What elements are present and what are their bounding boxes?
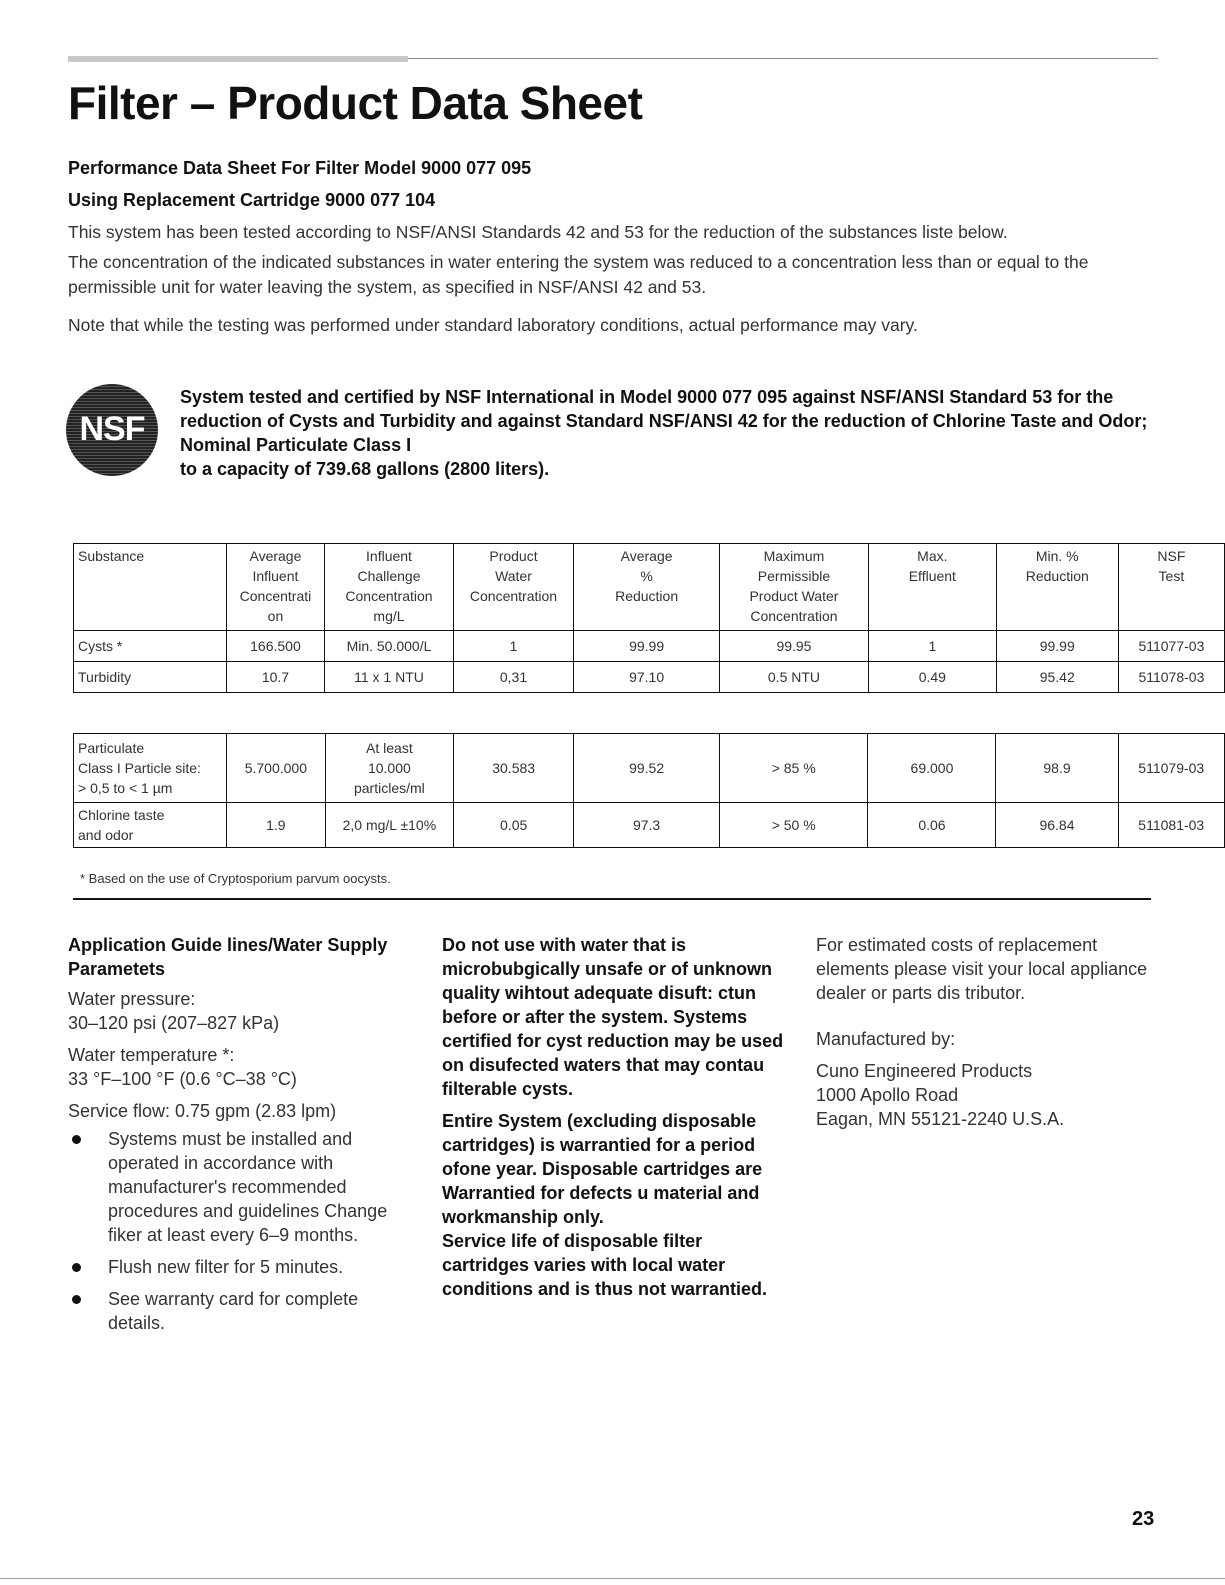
- manufacturer-column: [816, 933, 1161, 1131]
- column-header: Product Water Concentration: [453, 544, 574, 631]
- table-cell: 0.5 NTU: [719, 662, 868, 693]
- table-cell: 0.05: [454, 803, 574, 848]
- column-header: Average % Reduction: [574, 544, 720, 631]
- cartridge-subtitle: Using Replacement Cartridge 9000 077 104: [68, 190, 436, 210]
- certification-statement: [180, 385, 1170, 481]
- table-cell: 97.3: [574, 803, 720, 848]
- certification-line-3: to a capacity of 739.68 gallons (2800 liters).: [180, 459, 550, 479]
- table-row: [74, 662, 1225, 693]
- table-cell: 511081-03: [1118, 803, 1224, 848]
- performance-table-2: [73, 733, 1225, 848]
- table-cell: 0.49: [868, 662, 996, 693]
- certification-line-2: Nominal Particulate Class I: [180, 435, 412, 455]
- table-cell: 11 x 1 NTU: [325, 662, 453, 693]
- manufacturer-street: 1000 Apollo Road: [816, 1085, 959, 1105]
- table-cell: 99.95: [719, 631, 868, 662]
- column-header: Substance: [74, 544, 227, 631]
- table-row: [74, 631, 1225, 662]
- table-cell: 1.9: [227, 803, 326, 848]
- table-cell: At least 10.000 particles/ml: [325, 734, 453, 803]
- table-cell: 99.99: [996, 631, 1118, 662]
- intro-paragraph-1: This system has been tested according to NSF/ANSI Standards 42 and 53 for the reduction of the substances liste below.: [68, 222, 1008, 242]
- column-header: Min. % Reduction: [996, 544, 1118, 631]
- temperature-value: 33 °F–100 °F (0.6 °C–38 °C): [68, 1069, 297, 1089]
- service-life-statement: Service life of disposable filter cartridges varies with local water conditions and is thus not warrantied.: [442, 1231, 768, 1299]
- table-cell: 1: [868, 631, 996, 662]
- warning-warranty-column: [442, 933, 792, 1301]
- table-cell: 69.000: [868, 734, 996, 803]
- warranty-statement: Entire System (excluding disposable cartridges) is warrantied for a period ofone year. Disposable cartridges are Warrantied for defects u material and workmanship only.: [442, 1111, 763, 1227]
- list-item: See warranty card for complete details.: [68, 1287, 418, 1335]
- service-flow: Service flow: 0.75 gpm (2.83 lpm): [68, 1101, 337, 1121]
- performance-table-1: [73, 543, 1225, 693]
- table-cell: > 50 %: [719, 803, 867, 848]
- table-cell: 511079-03: [1118, 734, 1224, 803]
- table-cell: 97.10: [574, 662, 720, 693]
- column-header: NSF Test: [1118, 544, 1224, 631]
- page-number: 23: [1132, 1508, 1155, 1530]
- section-divider: [73, 898, 1151, 900]
- certification-line-1: System tested and certified by NSF International in Model 9000 077 095 against NSF/ANSI Standard 53 for the reduction of Cysts and Turbidity and against Standard NSF/ANSI 42 for the reduction of Chlorine Taste and Odor;: [180, 387, 1148, 431]
- bullet-icon: [72, 1263, 81, 1272]
- table-cell: 95.42: [996, 662, 1118, 693]
- table-cell: 10.7: [226, 662, 325, 693]
- table-cell: 98.9: [996, 734, 1118, 803]
- table-cell: 0,31: [453, 662, 574, 693]
- guidelines-list: [68, 1127, 418, 1335]
- pressure-value: 30–120 psi (207–827 kPa): [68, 1013, 280, 1033]
- safety-warning: Do not use with water that is microbubgically unsafe or of unknown quality wihtout adequate disuft: ctun before or after the system. Systems certified for cyst reduction may be used on disufected waters that may contau filterable cysts.: [442, 935, 784, 1099]
- table-cell: Turbidity: [74, 662, 227, 693]
- table-cell: 99.52: [574, 734, 720, 803]
- bottom-rule: [0, 1578, 1225, 1579]
- replacement-cost-note: For estimated costs of replacement elements please visit your local appliance dealer or parts dis tributor.: [816, 935, 1148, 1003]
- manufactured-by-label: Manufactured by:: [816, 1029, 956, 1049]
- column-header: Max. Effluent: [868, 544, 996, 631]
- pressure-label: Water pressure:: [68, 989, 196, 1009]
- bullet-icon: [72, 1135, 81, 1144]
- list-item: Flush new filter for 5 minutes.: [68, 1255, 418, 1279]
- table-footnote: * Based on the use of Cryptosporium parvum oocysts.: [80, 871, 391, 886]
- header-rule: [68, 56, 1158, 62]
- table-cell: > 85 %: [719, 734, 867, 803]
- list-item: Systems must be installed and operated in accordance with manufacturer's recommended procedures and guidelines Change fiker at least every 6–9 months.: [68, 1127, 418, 1247]
- guidelines-heading: Application Guide lines/Water Supply Parametets: [68, 935, 388, 979]
- table-row: [74, 734, 1225, 803]
- manufacturer-city: Eagan, MN 55121-2240 U.S.A.: [816, 1109, 1065, 1129]
- intro-paragraph-2: The concentration of the indicated substances in water entering the system was reduced to a concentration less than or equal to the permissible unit for water leaving the system, as specified in NSF/ANSI 42 and 53.: [68, 252, 1089, 297]
- table-cell: Chlorine taste and odor: [74, 803, 227, 848]
- table-header-row: [74, 544, 1225, 631]
- table-cell: Min. 50.000/L: [325, 631, 453, 662]
- intro-paragraph-3: Note that while the testing was performed under standard laboratory conditions, actual performance may vary.: [68, 315, 918, 335]
- table-cell: 0.06: [868, 803, 996, 848]
- table-cell: 511078-03: [1118, 662, 1224, 693]
- table-cell: 30.583: [454, 734, 574, 803]
- column-header: Influent Challenge Concentration mg/L: [325, 544, 453, 631]
- column-header: Average Influent Concentrati on: [226, 544, 325, 631]
- table-cell: 2,0 mg/L ±10%: [325, 803, 453, 848]
- table-cell: 5.700.000: [227, 734, 326, 803]
- table-cell: 166.500: [226, 631, 325, 662]
- table-cell: Particulate Class I Particle site: > 0,5 to < 1 µm: [74, 734, 227, 803]
- nsf-logo: NSF: [66, 384, 158, 476]
- manufacturer-name: Cuno Engineered Products: [816, 1061, 1033, 1081]
- table-cell: 511077-03: [1118, 631, 1224, 662]
- table-cell: 1: [453, 631, 574, 662]
- table-row: [74, 803, 1225, 848]
- model-subtitle: Performance Data Sheet For Filter Model 9000 077 095: [68, 158, 532, 178]
- table-cell: 96.84: [996, 803, 1118, 848]
- page-title: Filter – Product Data Sheet: [68, 77, 643, 129]
- column-header: Maximum Permissible Product Water Concentration: [719, 544, 868, 631]
- table-cell: 99.99: [574, 631, 720, 662]
- table-cell: Cysts *: [74, 631, 227, 662]
- application-guidelines-column: [68, 933, 418, 1343]
- bullet-icon: [72, 1295, 81, 1304]
- temperature-label: Water temperature *:: [68, 1045, 235, 1065]
